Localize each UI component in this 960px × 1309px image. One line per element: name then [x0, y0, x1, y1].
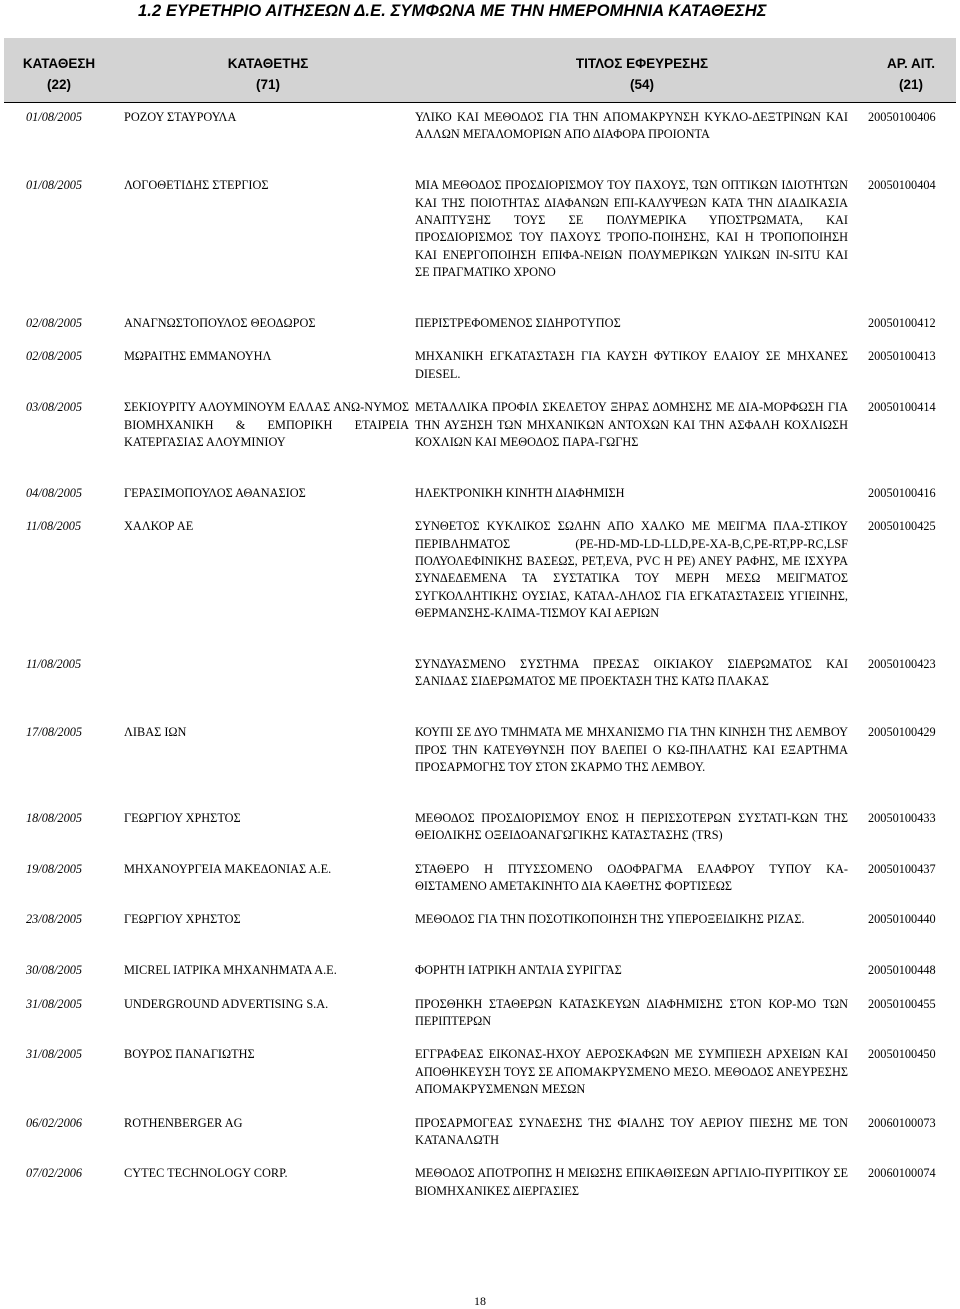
- invention-title: ΥΛΙΚΟ ΚΑΙ ΜΕΘΟΔΟΣ ΓΙΑ ΤΗΝ ΑΠΟΜΑΚΡΥΝΣΗ ΚΥΚΛΟ-ΔΕΞΤΡΙΝΩΝ ΚΑΙ ΑΛΛΩΝ ΜΕΓΑΛΟΜΟΡΙΩΝ ΑΠΟ ΔΙΑΦΟΡΑ ΠΡΟΙΟΝΤΑ: [415, 110, 848, 142]
- filing-date: 04/08/2005: [26, 485, 83, 500]
- invention-title: ΦΟΡΗΤΗ ΙΑΤΡΙΚΗ ΑΝΤΛΙΑ ΣΥΡΙΓΓΑΣ: [415, 963, 622, 978]
- applicant-name: ΓΕΩΡΓΙΟΥ ΧΡΗΣΤΟΣ: [124, 810, 241, 825]
- applicant-name: ΛΟΓΟΘΕΤΙΔΗΣ ΣΤΕΡΓΙΟΣ: [124, 178, 269, 193]
- application-number: 20050100412: [868, 315, 936, 330]
- invention-title: ΕΓΓΡΑΦΕΑΣ ΕΙΚΟΝΑΣ-ΗΧΟΥ ΑΕΡΟΣΚΑΦΩΝ ΜΕ ΣΥΜΠΙΕΣΗ ΑΡΧΕΙΩΝ ΚΑΙ ΑΠΟΘΗΚΕΥΣΗ ΤΟΥΣ ΣΕ ΑΠΟΜΑΚΡΥΣΜΕΝΟ ΜΕΣΟ. ΜΕΘΟΔΟΣ ΑΝΕΥΡΕΣΗΣ ΑΠΟΜΑΚΡΥΣΜΕΝΩΝ ΜΕΣΩΝ: [415, 1047, 848, 1097]
- application-number: 20050100423: [868, 656, 936, 671]
- filing-date: 03/08/2005: [26, 400, 83, 415]
- table-row: [0, 109, 960, 177]
- invention-title: ΜΕΘΟΔΟΣ ΑΠΟΤΡΟΠΗΣ Η ΜΕΙΩΣΗΣ ΕΠΙΚΑΘΙΣΕΩΝ ΑΡΓΙΛΙΟ-ΠΥΡΙΤΙΚΟΥ ΣΕ ΒΙΟΜΗΧΑΝΙΚΕΣ ΔΙΕΡΓΑΣΙΕΣ: [415, 1166, 848, 1198]
- application-number: 20050100448: [868, 963, 936, 978]
- table-body: [0, 109, 960, 1216]
- filing-date: 23/08/2005: [26, 912, 83, 927]
- applicant-name: ΡΟΖΟΥ ΣΤΑΥΡΟΥΛΑ: [124, 110, 237, 124]
- invention-title: ΠΡΟΣΑΡΜΟΓΕΑΣ ΣΥΝΔΕΣΗΣ ΤΗΣ ΦΙΑΛΗΣ ΤΟΥ ΑΕΡΙΟΥ ΠΙΕΣΗΣ ΜΕ ΤΟΝ ΚΑΤΑΝΑΛΩΤΗ: [415, 1115, 848, 1147]
- invention-title: ΣΤΑΘΕΡΟ Η ΠΤΥΣΣΟΜΕΝΟ ΟΔΟΦΡΑΓΜΑ ΕΛΑΦΡΟΥ ΤΥΠΟΥ ΚΑ-ΘΙΣΤΑΜΕΝΟ ΑΜΕΤΑΚΙΝΗΤΟ ΔΙΑ ΚΑΘΕΤΗΣ ΦΟΡΤΙΣΕΩΣ: [415, 861, 848, 893]
- filing-date: 31/08/2005: [26, 996, 83, 1011]
- table-row: [0, 911, 960, 962]
- filing-date: 17/08/2005: [26, 725, 83, 740]
- filing-date: 01/08/2005: [26, 178, 83, 193]
- filing-date: 06/02/2006: [26, 1115, 83, 1130]
- filing-date: 31/08/2005: [26, 1047, 83, 1062]
- page-number: 18: [474, 1294, 486, 1308]
- invention-title: ΠΕΡΙΣΤΡΕΦΟΜΕΝΟΣ ΣΙΔΗΡΟΤΥΠΟΣ: [415, 315, 621, 330]
- application-number: 20050100440: [868, 912, 936, 927]
- applicant-name: ΧΑΛΚΟΡ ΑΕ: [124, 519, 194, 534]
- application-number: 20050100414: [868, 400, 936, 415]
- invention-title: ΣΥΝΘΕΤΟΣ ΚΥΚΛΙΚΟΣ ΣΩΛΗΝ ΑΠΟ ΧΑΛΚΟ ΜΕ ΜΕΙΓΜΑ ΠΛΑ-ΣΤΙΚΟΥ ΠΕΡΙΒΛΗΜΑΤΟΣ (PE-HD-MD-LD-LLD,PE-XA-B,C,PE-RT,PP-RC,LSF ΠΟΛΥΟΛΕΦΙΝΙΚΗΣ ΒΑΣΕΩΣ, PET,EVA, PVC Η PE) ΑΝΕΥ ΡΑΦΗΣ, ΜΕ ΙΣΧΥΡΑ ΣΥΝΔΕΔΕΜΕΝΑ ΤΑ ΣΥΣΤΑΤΙΚΑ ΤΟΥ ΜΕΡΗ ΜΕΣΩ ΜΕΙΓΜΑΤΟΣ ΣΥΓΚΟΛΛΗΤΙΚΗΣ ΟΥΣΙΑΣ, ΚΑΤΑΛ-ΛΗΛΟΣ ΓΙΑ ΕΓΚΑΤΑΣΤΑΣΕΙΣ ΥΓΙΕΙΝΗΣ, ΘΕΡΜΑΝΣΗΣ-ΚΛΙΜΑ-ΤΙΣΜΟΥ ΚΑΙ ΑΕΡΙΩΝ: [415, 519, 848, 621]
- application-number: 20050100429: [868, 725, 936, 740]
- invention-title: ΠΡΟΣΘΗΚΗ ΣΤΑΘΕΡΩΝ ΚΑΤΑΣΚΕΥΩΝ ΔΙΑΦΗΜΙΣΗΣ ΣΤΟΝ ΚΟΡ-ΜΟ ΤΩΝ ΠΕΡΙΠΤΕΡΩΝ: [415, 996, 848, 1028]
- applicant-name: MICREL ΙΑΤΡΙΚΑ ΜΗΧΑΝΗΜΑΤΑ Α.Ε.: [124, 963, 337, 978]
- filing-date: 18/08/2005: [26, 810, 83, 825]
- applicant-name: ΜΩΡΑΙΤΗΣ ΕΜΜΑΝΟΥΗΛ: [124, 349, 272, 364]
- table-row: [0, 399, 960, 485]
- table-row: [0, 1046, 960, 1114]
- table-row: [0, 861, 960, 912]
- application-number: 20050100416: [868, 485, 936, 500]
- applicant-name: ΓΕΩΡΓΙΟΥ ΧΡΗΣΤΟΣ: [124, 912, 241, 927]
- application-number: 20050100433: [868, 810, 936, 825]
- invention-title: ΜΗΧΑΝΙΚΗ ΕΓΚΑΤΑΣΤΑΣΗ ΓΙΑ ΚΑΥΣΗ ΦΥΤΙΚΟΥ ΕΛΑΙΟΥ ΣΕ ΜΗΧΑΝΕΣ DIESEL.: [415, 349, 848, 381]
- table-row: [0, 485, 960, 518]
- applicant-name: ΒΟΥΡΟΣ ΠΑΝΑΓΙΩΤΗΣ: [124, 1047, 255, 1062]
- invention-title: ΜΕΘΟΔΟΣ ΓΙΑ ΤΗΝ ΠΟΣΟΤΙΚΟΠΟΙΗΣΗ ΤΗΣ ΥΠΕΡΟΞΕΙΔΙΚΗΣ ΡΙΖΑΣ.: [415, 912, 805, 927]
- invention-title: ΗΛΕΚΤΡΟΝΙΚΗ ΚΙΝΗΤΗ ΔΙΑΦΗΜΙΣΗ: [415, 485, 625, 500]
- invention-title: ΣΥΝΔΥΑΣΜΕΝΟ ΣΥΣΤΗΜΑ ΠΡΕΣΑΣ ΟΙΚΙΑΚΟΥ ΣΙΔΕΡΩΜΑΤΟΣ ΚΑΙ ΣΑΝΙΔΑΣ ΣΙΔΕΡΩΜΑΤΟΣ ΜΕ ΠΡΟΕΚΤΑΣΗ ΤΗΣ ΚΑΤΩ ΠΛΑΚΑΣ: [415, 656, 848, 689]
- table-row: [0, 724, 960, 810]
- table-row: [0, 348, 960, 399]
- filing-date: 02/08/2005: [26, 315, 83, 330]
- header-application-number: ΑΡ. ΑΙΤ. (21): [886, 56, 936, 92]
- application-number: 20060100074: [868, 1166, 936, 1181]
- invention-title: ΚΟΥΠΙ ΣΕ ΔΥΟ ΤΜΗΜΑΤΑ ΜΕ ΜΗΧΑΝΙΣΜΟ ΓΙΑ ΤΗΝ ΚΙΝΗΣΗ ΤΗΣ ΛΕΜΒΟΥ ΠΡΟΣ ΤΗΝ ΚΑΤΕΥΘΥΝΣΗ ΠΟΥ ΒΛΕΠΕΙ Ο ΚΩ-ΠΗΛΑΤΗΣ ΚΑΙ ΕΞΑΡΤΗΜΑ ΠΡΟΣΑΡΜΟΓΗΣ ΤΟΥ ΣΤΟΝ ΣΚΑΡΜΟ ΤΗΣ ΛΕΜΒΟΥ.: [415, 725, 848, 774]
- table-row: [0, 177, 960, 315]
- filing-date: 02/08/2005: [26, 349, 83, 364]
- filing-date: 19/08/2005: [26, 861, 83, 876]
- table-row: [0, 810, 960, 861]
- table-row: [0, 315, 960, 348]
- section-title: 1.2 ΕΥΡΕΤΗΡΙΟ ΑΙΤΗΣΕΩΝ Δ.Ε. ΣΥΜΦΩΝΑ ΜΕ ΤΗΝ ΗΜΕΡΟΜΗΝΙΑ ΚΑΤΑΘΕΣΗΣ: [138, 2, 767, 20]
- application-number: 20050100406: [868, 110, 936, 124]
- application-number: 20050100450: [868, 1047, 936, 1062]
- filing-date: 11/08/2005: [26, 656, 82, 671]
- application-number: 20050100404: [868, 178, 936, 193]
- application-number: 20050100425: [868, 519, 936, 534]
- invention-title: ΜΕΘΟΔΟΣ ΠΡΟΣΔΙΟΡΙΣΜΟΥ ΕΝΟΣ Η ΠΕΡΙΣΣΟΤΕΡΩΝ ΣΥΣΤΑΤΙ-ΚΩΝ ΤΗΣ ΘΕΙΟΛΙΚΗΣ ΟΞΕΙΔΟΑΝΑΓΩΓΙΚΗΣ ΚΑΤΑΣΤΑΣΗΣ (TRS): [415, 810, 848, 843]
- table-row: [0, 1165, 960, 1216]
- table-row: [0, 656, 960, 724]
- applicant-name: ΑΝΑΓΝΩΣΤΟΠΟΥΛΟΣ ΘΕΟΔΩΡΟΣ: [124, 315, 316, 330]
- table-row: [0, 962, 960, 995]
- table-row: [0, 1115, 960, 1166]
- table-row: [0, 996, 960, 1047]
- application-number: 20060100073: [868, 1115, 936, 1130]
- filing-date: 11/08/2005: [26, 519, 82, 534]
- applicant-name: UNDERGROUND ADVERTISING S.A.: [124, 996, 329, 1011]
- filing-date: 07/02/2006: [26, 1166, 83, 1181]
- applicant-name: ΛΙΒΑΣ ΙΩΝ: [124, 725, 187, 740]
- filing-date: 01/08/2005: [26, 110, 83, 124]
- invention-title: ΜΕΤΑΛΛΙΚΑ ΠΡΟΦΙΛ ΣΚΕΛΕΤΟΥ ΞΗΡΑΣ ΔΟΜΗΣΗΣ ΜΕ ΔΙΑ-ΜΟΡΦΩΣΗ ΓΙΑ ΤΗΝ ΑΥΞΗΣΗ ΤΩΝ ΜΗΧΑΝΙΚΩΝ ΑΝΤΟΧΩΝ ΚΑΙ ΤΗΝ ΑΣΦΑΛΗ ΚΟΧΛΙΩΣΗ ΚΟΧΛΙΩΝ ΚΑΙ ΜΕΘΟΔΟΣ ΠΑΡΑ-ΓΩΓΗΣ: [415, 400, 848, 449]
- table-row: [0, 518, 960, 656]
- applicant-name: ROTHENBERGER AG: [124, 1115, 243, 1130]
- table-header: [4, 38, 956, 103]
- header-filing-date: ΚΑΤΑΘΕΣΗ (22): [22, 56, 96, 92]
- applicant-name: CYTEC TECHNOLOGY CORP.: [124, 1166, 288, 1181]
- filing-date: 30/08/2005: [26, 963, 83, 978]
- application-number: 20050100413: [868, 349, 936, 364]
- application-number: 20050100455: [868, 996, 936, 1011]
- applicant-name: ΓΕΡΑΣΙΜΟΠΟΥΛΟΣ ΑΘΑΝΑΣΙΟΣ: [124, 485, 306, 500]
- invention-title: ΜΙΑ ΜΕΘΟΔΟΣ ΠΡΟΣΔΙΟΡΙΣΜΟΥ ΤΟΥ ΠΑΧΟΥΣ, ΤΩΝ ΟΠΤΙΚΩΝ ΙΔΙΟΤΗΤΩΝ ΚΑΙ ΤΗΣ ΠΟΙΟΤΗΤΑΣ ΔΙΑΦΑΝΩΝ ΕΠΙ-ΚΑΛΥΨΕΩΝ ΚΑΤΑ ΤΗΝ ΔΙΑΔΙΚΑΣΙΑ ΑΝΑΠΤΥΞΗΣ ΤΟΥΣ ΣΕ ΠΟΛΥΜΕΡΙΚΑ ΥΠΟΣΤΡΩΜΑΤΑ, ΚΑΙ ΠΡΟΣΔΙΟΡΙΣΜΟΣ ΤΟΥ ΠΑΧΟΥΣ ΤΡΟΠΟ-ΠΟΙΗΣΗΣ, ΚΑΙ Η ΤΡΟΠΟΠΟΙΗΣΗ ΚΑΙ ΕΝΕΡΓΟΠΟΙΗΣΗ ΕΠΙΦΑ-ΝΕΙΩΝ ΠΟΛΥΜΕΡΙΚΩΝ ΥΛΙΚΩΝ IN-SITU ΚΑΙ ΣΕ ΠΡΑΓΜΑΤΙΚΟ ΧΡΟΝΟ: [415, 178, 848, 280]
- applicant-name: ΜΗΧΑΝΟΥΡΓΕΙΑ ΜΑΚΕΔΟΝΙΑΣ Α.Ε.: [124, 861, 332, 876]
- applicant-name: ΣΕΚΙΟΥΡΙΤΥ ΑΛΟΥΜΙΝΟΥΜ ΕΛΛΑΣ ΑΝΩ-ΝΥΜΟΣ ΒΙΟΜΗΧΑΝΙΚΗ & ΕΜΠΟΡΙΚΗ ΕΤΑΙΡΕΙΑ ΚΑΤΕΡΓΑΣΙΑΣ ΑΛΟΥΜΙΝΙΟΥ: [124, 400, 409, 449]
- header-invention-title: ΤΙΤΛΟΣ ΕΦΕΥΡΕΣΗΣ (54): [575, 56, 709, 92]
- application-number: 20050100437: [868, 861, 936, 876]
- header-applicant: ΚΑΤΑΘΕΤΗΣ (71): [227, 56, 309, 92]
